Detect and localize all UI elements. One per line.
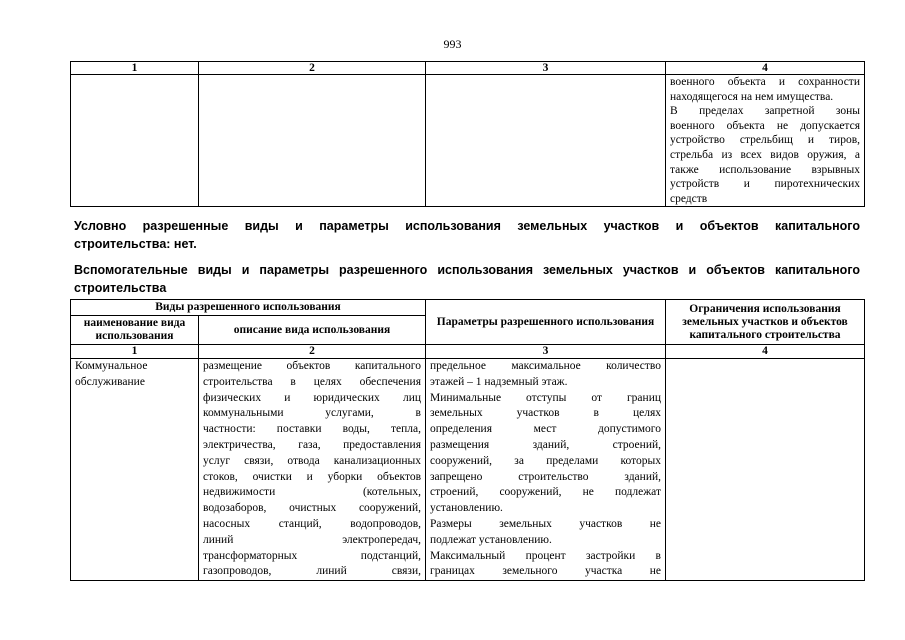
heading-line: строительства <box>74 281 167 295</box>
text-line: границах земельного участка не <box>430 565 661 578</box>
column-number: 4 <box>666 62 865 75</box>
text-line: устройств и пиротехнических <box>670 178 860 191</box>
column-number: 2 <box>199 345 426 359</box>
column-number: 4 <box>666 345 865 359</box>
restrictions-cell <box>666 75 865 207</box>
empty-cell <box>71 75 199 207</box>
desc-subheader: описание вида использования <box>199 316 426 345</box>
use-description-cell <box>199 359 426 581</box>
continuation-table <box>70 61 865 207</box>
text-line: водозаборов, очистных сооружений, <box>203 502 421 515</box>
empty-cell <box>426 75 666 207</box>
text-line: услуг связи, отвода канализационных <box>203 454 421 467</box>
heading-line: Вспомогательные виды и параметры разрешенного использования земельных участков и объектов капитального <box>74 263 860 277</box>
text-line: физических и юридических лиц <box>203 391 421 404</box>
text-line: определения мест допустимого <box>430 423 661 436</box>
text-line: подлежат установлению. <box>430 533 552 546</box>
text-line: устройство стрельбищ и тиров, <box>670 134 860 147</box>
group-header: Виды разрешенного использования <box>71 300 426 316</box>
text-line: Минимальные отступы от границ <box>430 391 661 404</box>
column-number: 1 <box>71 345 199 359</box>
text-line: строений, сооружений, не подлежат <box>430 486 661 499</box>
auxiliary-use-table <box>70 299 865 581</box>
text-line: строительства в целях обеспечения <box>203 375 421 388</box>
text-line: Размеры земельных участков не <box>430 517 661 530</box>
text-line: находящегося на нем имущества. <box>670 90 834 103</box>
limits-header: Ограничения использования земельных участков и объектов капитального строительства <box>666 300 865 345</box>
heading-line: Условно разрешенные виды и параметры использования земельных участков и объектов капитального <box>74 219 860 233</box>
text-line: также использование взрывных <box>670 163 860 176</box>
auxiliary-use-heading <box>74 261 860 297</box>
text-line: частности: поставки воды, тепла, <box>203 423 421 436</box>
limits-cell <box>666 359 865 581</box>
text-line: недвижимости (котельных, <box>203 486 421 499</box>
params-header: Параметры разрешенного использования <box>426 300 666 345</box>
text-line: земельных участков в целях <box>430 407 661 420</box>
text-line: газопроводов, линий связи, <box>203 565 421 578</box>
text-line: размещение объектов капитального <box>203 360 421 372</box>
column-number: 2 <box>199 62 426 75</box>
table-header-row <box>71 300 865 316</box>
page-number: 993 <box>443 37 462 51</box>
text-line: установлению. <box>430 502 503 515</box>
text-line: стрельба из всех видов оружия, а <box>670 148 860 161</box>
text-line: предельное максимальное количество <box>430 360 661 372</box>
text-line: запрещено строительство зданий, <box>430 470 661 483</box>
table-row <box>71 359 865 581</box>
text-line: насосных станций, водопроводов, <box>203 517 421 530</box>
text-line: размещения зданий, строений, <box>430 438 661 451</box>
text-line: обслуживание <box>75 375 145 388</box>
column-number: 3 <box>426 345 666 359</box>
column-number: 1 <box>71 62 199 75</box>
heading-line: строительства: нет. <box>74 237 197 251</box>
table-row <box>71 75 865 207</box>
text-line: сооружений, за пределами которых <box>430 454 661 467</box>
text-line: Коммунальное <box>75 360 148 372</box>
empty-cell <box>199 75 426 207</box>
text-line: коммунальными услугами, в <box>203 407 421 420</box>
text-line: Максимальный процент застройки в <box>430 549 661 562</box>
text-line: линий электропередач, <box>203 533 421 546</box>
text-line: военного объекта и сохранности <box>670 76 860 88</box>
text-line: электричества, газа, предоставления <box>203 438 421 451</box>
table-header-row <box>71 62 865 75</box>
text-line: военного объекта не допускается <box>670 119 860 132</box>
text-line: стоков, очистки и уборки объектов <box>203 470 421 483</box>
name-subheader: наименование вида использования <box>71 316 199 345</box>
params-cell <box>426 359 666 581</box>
use-name-cell <box>71 359 199 581</box>
text-line: этажей – 1 надземный этаж. <box>430 375 568 388</box>
text-line: средств <box>670 192 708 205</box>
conditional-use-heading <box>74 217 860 253</box>
column-number-row <box>71 345 865 359</box>
column-number: 3 <box>426 62 666 75</box>
text-line: трансформаторных подстанций, <box>203 549 421 562</box>
text-line: В пределах запретной зоны <box>670 105 860 118</box>
